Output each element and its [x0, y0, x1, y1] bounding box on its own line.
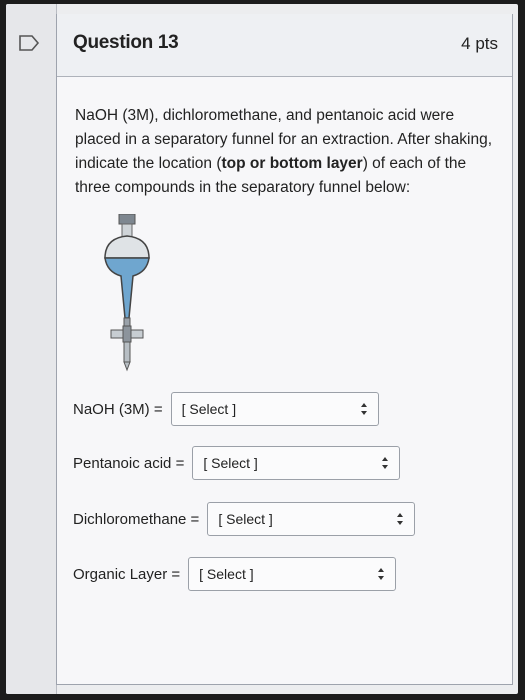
row-pentanoic — [73, 446, 400, 480]
select-arrows-icon — [396, 512, 404, 526]
left-strip — [6, 4, 57, 694]
question-card — [56, 14, 513, 685]
question-text-part2: ) of each of the three compounds in the separatory funnel below: — [75, 155, 467, 196]
select-pentanoic[interactable] — [192, 446, 400, 480]
flag-icon[interactable] — [18, 34, 40, 52]
row-dichloromethane — [73, 502, 415, 536]
select-organic-layer[interactable] — [188, 557, 396, 591]
question-header — [57, 14, 512, 77]
row-naoh — [73, 392, 379, 426]
screen — [6, 4, 518, 694]
select-naoh[interactable] — [171, 392, 379, 426]
select-naoh-text: [ Select ] — [181, 401, 237, 417]
select-arrows-icon — [381, 456, 389, 470]
row-label-pentanoic: Pentanoic acid = — [73, 454, 185, 472]
select-arrows-icon — [377, 567, 385, 581]
select-dichloromethane-text: [ Select ] — [218, 511, 273, 527]
question-text-part1: NaOH (3M), dichloromethane, and pentanoic acid were placed in a separatory funnel for an extraction. After shaking, indicate the location ( — [75, 107, 493, 172]
row-label-dichloromethane: Dichloromethane = — [73, 510, 200, 528]
row-label-naoh: NaOH (3M) = — [73, 400, 163, 418]
question-text — [75, 104, 500, 200]
question-title: Question 13 — [73, 32, 179, 53]
select-organic-layer-text: [ Select ] — [199, 566, 254, 582]
select-dichloromethane[interactable] — [207, 502, 415, 536]
row-organic-layer — [73, 557, 396, 591]
question-points: 4 pts — [461, 34, 498, 53]
separatory-funnel-image — [99, 214, 155, 374]
select-arrows-icon — [360, 402, 368, 416]
row-label-organic-layer: Organic Layer = — [73, 565, 181, 583]
select-pentanoic-text: [ Select ] — [203, 455, 258, 471]
question-text-bold: top or bottom layer — [221, 155, 363, 172]
